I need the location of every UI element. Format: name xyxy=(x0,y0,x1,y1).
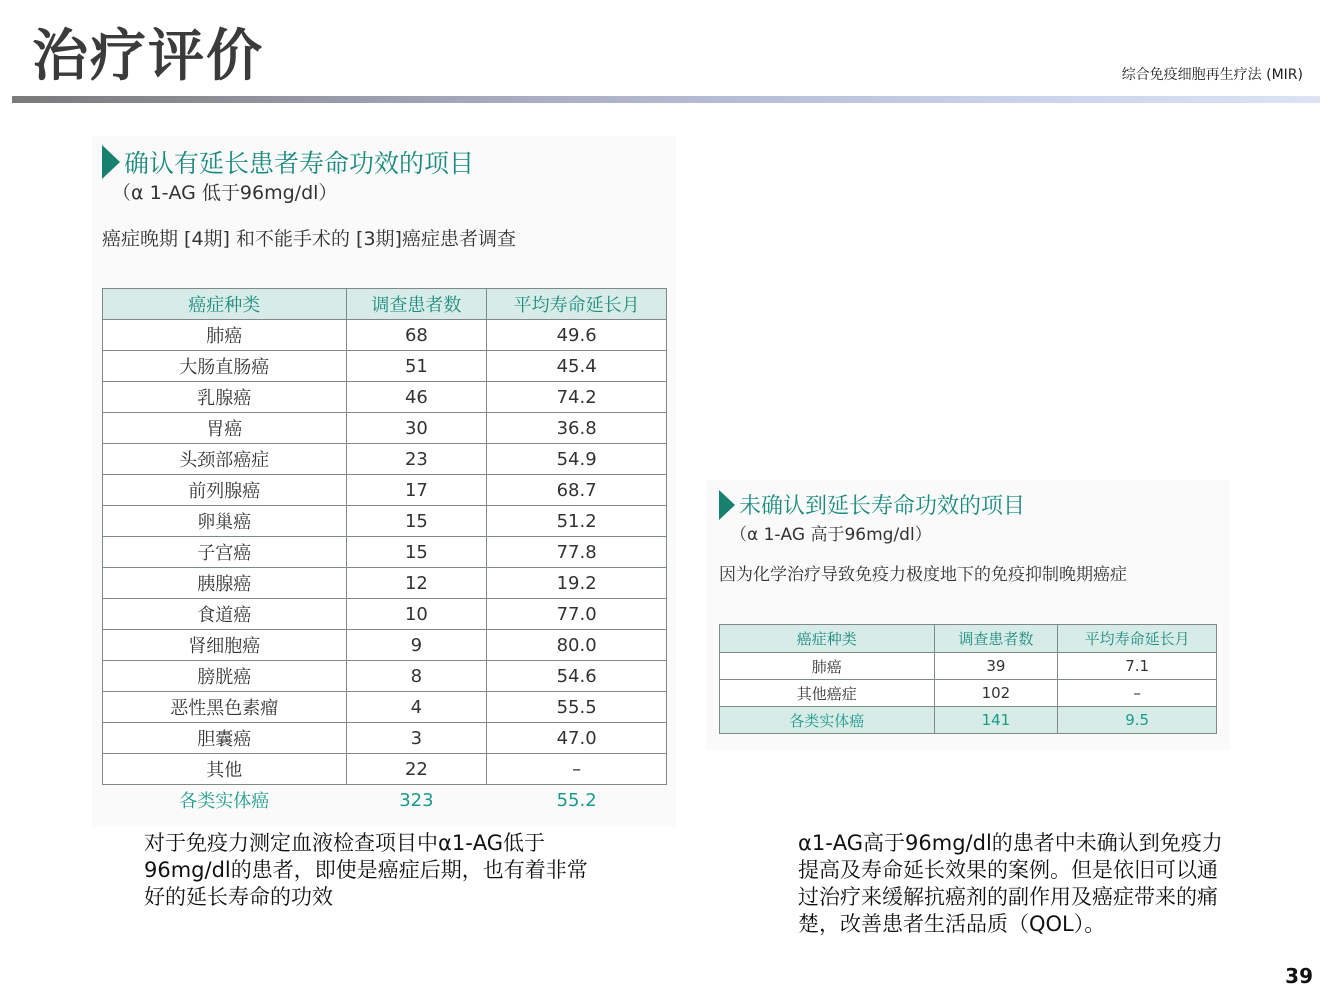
total-row xyxy=(103,785,667,816)
table-cell: 51 xyxy=(346,351,487,382)
table-cell: 食道癌 xyxy=(103,599,347,630)
table-cell: 54.9 xyxy=(487,444,667,475)
right-section-heading xyxy=(719,489,1025,520)
table-row xyxy=(720,653,1217,680)
table-cell: 7.1 xyxy=(1058,653,1217,680)
column-header: 癌症种类 xyxy=(103,289,347,320)
table-cell: 77.0 xyxy=(487,599,667,630)
table-row xyxy=(103,506,667,537)
table-cell: 恶性黑色素瘤 xyxy=(103,692,347,723)
table-cell: 子宫癌 xyxy=(103,537,347,568)
right-heading-text: 未确认到延长寿命功效的项目 xyxy=(739,494,1026,519)
table-cell: 9 xyxy=(346,630,487,661)
page-number: 39 xyxy=(1285,964,1313,988)
total-cell: 141 xyxy=(934,707,1058,734)
left-table-header xyxy=(103,289,667,320)
table-cell: 头颈部癌症 xyxy=(103,444,347,475)
table-cell: 17 xyxy=(346,475,487,506)
table-cell: 15 xyxy=(346,537,487,568)
column-header: 平均寿命延长月 xyxy=(487,289,667,320)
table-row xyxy=(103,444,667,475)
left-paragraph: 对于免疫力测定血液检查项目中α1-AG低于96mg/dl的患者，即使是癌症后期，也有着非常好的延长寿命的功效 xyxy=(144,831,588,909)
table-cell: 45.4 xyxy=(487,351,667,382)
table-row xyxy=(103,661,667,692)
table-cell: – xyxy=(1058,680,1217,707)
table-cell: 8 xyxy=(346,661,487,692)
table-cell: 68.7 xyxy=(487,475,667,506)
table-row xyxy=(103,475,667,506)
left-note: 癌症晚期 [4期] 和不能手术的 [3期]癌症患者调查 xyxy=(102,228,516,250)
table-cell: 39 xyxy=(934,653,1058,680)
table-cell: 其他癌症 xyxy=(720,680,935,707)
table-cell: 74.2 xyxy=(487,382,667,413)
table-row xyxy=(103,382,667,413)
table-row xyxy=(103,413,667,444)
table-cell: 15 xyxy=(346,506,487,537)
table-cell: 51.2 xyxy=(487,506,667,537)
total-cell: 9.5 xyxy=(1058,707,1217,734)
table-cell: 大肠直肠癌 xyxy=(103,351,347,382)
table-cell: 4 xyxy=(346,692,487,723)
right-note: 因为化学治疗导致免疫力极度地下的免疫抑制晚期癌症 xyxy=(719,565,1127,585)
table-cell: 46 xyxy=(346,382,487,413)
table-cell: 其他 xyxy=(103,754,347,785)
table-cell: 30 xyxy=(346,413,487,444)
table-cell: 23 xyxy=(346,444,487,475)
right-paragraph: α1-AG高于96mg/dl的患者中未确认到免疫力提高及寿命延长效果的案例。但是依旧可以通过治疗来缓解抗癌剂的副作用及癌症带来的痛楚，改善患者生活品质（QOL）。 xyxy=(798,831,1223,936)
table-cell: 10 xyxy=(346,599,487,630)
right-table-header xyxy=(720,625,1217,653)
table-cell: 55.5 xyxy=(487,692,667,723)
header-divider xyxy=(12,96,1320,103)
table-cell: 54.6 xyxy=(487,661,667,692)
table-row xyxy=(103,630,667,661)
table-cell: 77.8 xyxy=(487,537,667,568)
page-title: 治疗评价 xyxy=(32,24,264,89)
table-cell: 12 xyxy=(346,568,487,599)
table-cell: 乳腺癌 xyxy=(103,382,347,413)
column-header: 平均寿命延长月 xyxy=(1058,625,1217,653)
table-cell: 49.6 xyxy=(487,320,667,351)
table-cell: 47.0 xyxy=(487,723,667,754)
total-row xyxy=(720,707,1217,734)
total-cell: 各类实体癌 xyxy=(720,707,935,734)
column-header: 调查患者数 xyxy=(346,289,487,320)
table-cell: 膀胱癌 xyxy=(103,661,347,692)
table-cell: 3 xyxy=(346,723,487,754)
table-cell: 肺癌 xyxy=(103,320,347,351)
table-cell: 102 xyxy=(934,680,1058,707)
table-cell: 卵巢癌 xyxy=(103,506,347,537)
table-row xyxy=(103,320,667,351)
left-heading-text: 确认有延长患者寿命功效的项目 xyxy=(124,149,475,178)
right-subheading: （α 1-AG 高于96mg/dl） xyxy=(730,525,932,545)
table-row xyxy=(103,351,667,382)
table-cell: – xyxy=(487,754,667,785)
left-subheading: （α 1-AG 低于96mg/dl） xyxy=(112,182,338,204)
table-row xyxy=(103,723,667,754)
total-cell: 55.2 xyxy=(556,789,597,811)
total-cell: 各类实体癌 xyxy=(179,791,270,812)
table-row xyxy=(103,537,667,568)
table-cell: 前列腺癌 xyxy=(103,475,347,506)
table-cell: 胰腺癌 xyxy=(103,568,347,599)
table-cell: 肾细胞癌 xyxy=(103,630,347,661)
table-row xyxy=(103,568,667,599)
table-row xyxy=(103,692,667,723)
table-cell: 80.0 xyxy=(487,630,667,661)
table-cell: 19.2 xyxy=(487,568,667,599)
table-cell: 22 xyxy=(346,754,487,785)
right-table xyxy=(719,624,1217,734)
left-section-heading xyxy=(102,144,474,180)
triangle-bullet-icon xyxy=(719,490,735,520)
column-header: 调查患者数 xyxy=(934,625,1058,653)
triangle-bullet-icon xyxy=(102,145,120,179)
table-row xyxy=(103,599,667,630)
table-row xyxy=(103,754,667,785)
left-table xyxy=(102,288,667,815)
table-cell: 胃癌 xyxy=(103,413,347,444)
table-cell: 肺癌 xyxy=(720,653,935,680)
table-row xyxy=(720,680,1217,707)
table-cell: 胆囊癌 xyxy=(103,723,347,754)
column-header: 癌症种类 xyxy=(720,625,935,653)
total-cell: 323 xyxy=(399,789,434,811)
table-cell: 36.8 xyxy=(487,413,667,444)
table-cell: 68 xyxy=(346,320,487,351)
page-subtitle: 综合免疫细胞再生疗法 (MIR) xyxy=(1121,67,1303,83)
